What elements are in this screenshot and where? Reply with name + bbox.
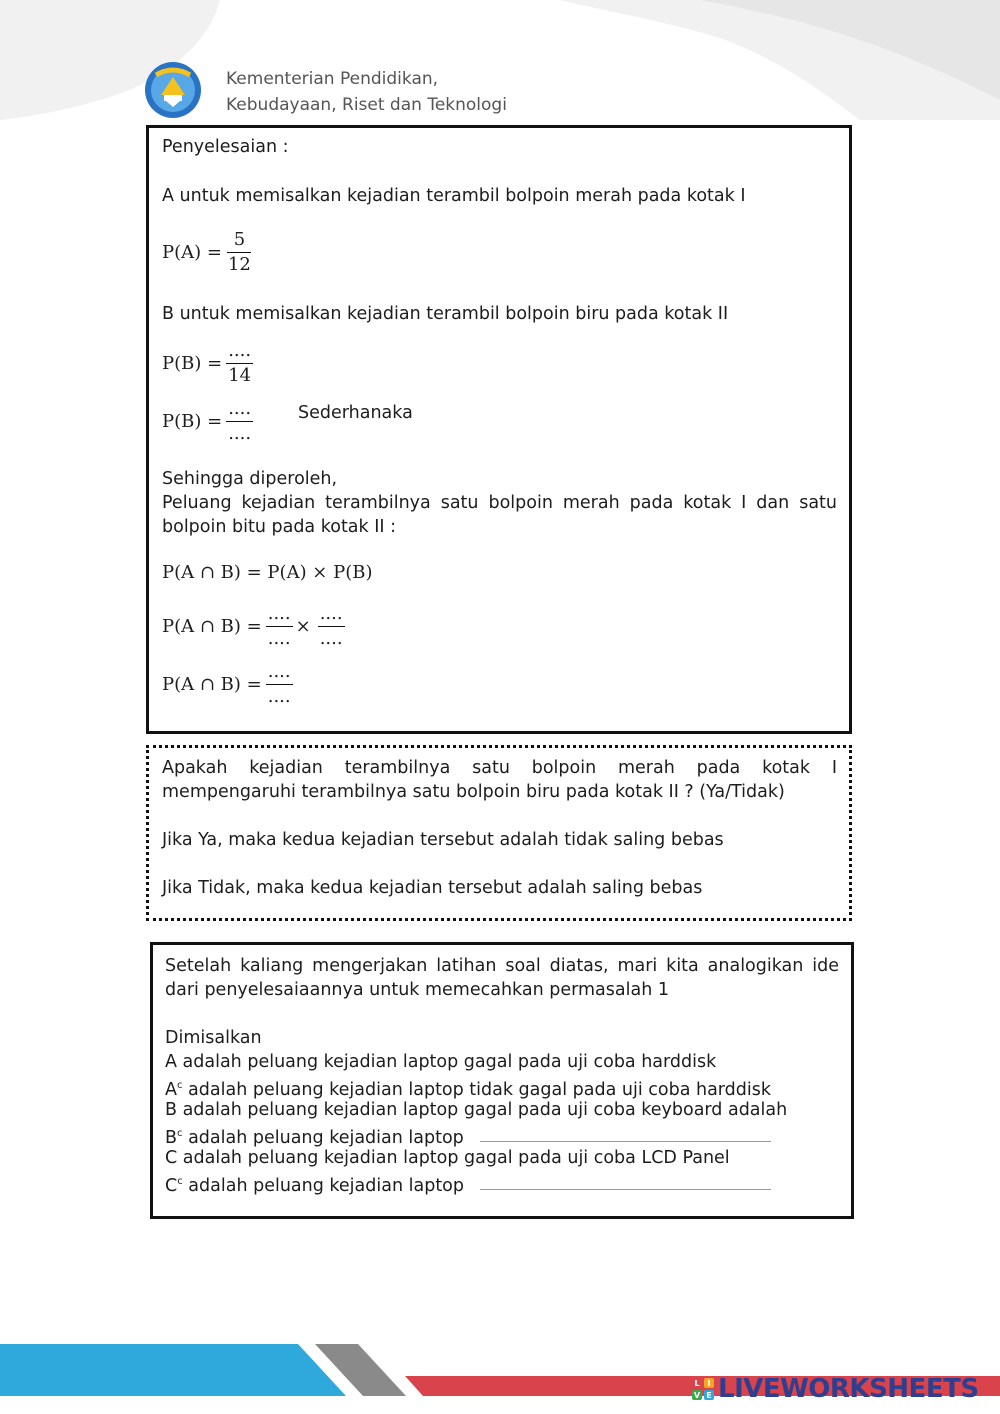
- definition-c-complement: [165, 1170, 464, 1198]
- event-a-description: A untuk memisalkan kejadian terambil bolpoin merah pada kotak I: [162, 186, 746, 206]
- prob-a-fraction: [226, 229, 253, 276]
- prob-b-formula: [162, 340, 253, 387]
- c-complement-sup: c: [177, 1176, 183, 1187]
- peluang-line-1: Peluang kejadian terambilnya satu bolpoin merah pada kotak I dan satu: [162, 493, 837, 513]
- prob-b-simplified-formula: [162, 398, 253, 445]
- kemendikbud-logo: [144, 61, 202, 119]
- peluang-line-2: bolpoin bitu pada kotak II :: [162, 517, 397, 537]
- intersection-product-formula: [162, 603, 345, 650]
- liveworksheets-brand[interactable]: [692, 1374, 979, 1404]
- result-fraction: [266, 661, 293, 708]
- result-denominator-blank[interactable]: ....: [267, 686, 291, 707]
- answer-ya-explanation: Jika Ya, maka kedua kejadian tersebut adalah tidak saling bebas: [162, 830, 724, 850]
- result-numerator-blank[interactable]: ....: [266, 661, 293, 685]
- b-complement-text: adalah peluang kejadian laptop: [182, 1128, 464, 1148]
- prob-b-simplified-label: P(B) =: [162, 411, 223, 432]
- question-line-2: mempengaruhi terambilnya satu bolpoin biru pada kotak II ? (Ya/Tidak): [162, 782, 785, 802]
- b-complement-answer-line[interactable]: [480, 1141, 771, 1142]
- grid-letter-i: I: [704, 1378, 714, 1388]
- org-line-2: Kebudayaan, Riset dan Teknologi: [226, 95, 507, 115]
- definition-a: A adalah peluang kejadian laptop gagal pada uji coba harddisk: [165, 1052, 717, 1072]
- product-denominator-1-blank[interactable]: ....: [267, 628, 291, 649]
- prob-a-formula: [162, 229, 253, 276]
- analogy-intro-line-2: dari penyelesaiaannya untuk memecahkan permasalah 1: [165, 980, 669, 1000]
- prob-b-denominator: 14: [228, 365, 252, 386]
- prob-b-label: P(B) =: [162, 353, 223, 374]
- question-line-1: Apakah kejadian terambilnya satu bolpoin merah pada kotak I: [162, 758, 837, 778]
- c-complement-base: C: [165, 1176, 178, 1196]
- b-complement-sup: c: [177, 1128, 183, 1139]
- organization-name: [226, 66, 507, 118]
- prob-a-numerator: 5: [227, 229, 251, 253]
- grid-letter-v: V: [693, 1390, 701, 1400]
- product-fraction-1: [266, 603, 293, 650]
- intersection-result-label: P(A ∩ B) =: [162, 674, 262, 695]
- a-complement-text: adalah peluang kejadian laptop tidak gagal pada uji coba harddisk: [182, 1080, 772, 1100]
- org-line-1: Kementerian Pendidikan,: [226, 69, 439, 89]
- sehingga-text: Sehingga diperoleh,: [162, 469, 338, 489]
- prob-a-denominator: 12: [227, 254, 251, 275]
- dimisalkan-label: Dimisalkan: [165, 1028, 262, 1048]
- b-complement-base: B: [165, 1128, 178, 1148]
- grid-letter-l: L: [692, 1378, 702, 1388]
- intersection-formula: P(A ∩ B) = P(A) × P(B): [162, 562, 373, 583]
- liveworksheets-logo-grid: [692, 1378, 714, 1400]
- product-numerator-1-blank[interactable]: ....: [266, 603, 293, 627]
- liveworksheets-wordmark: LIVEWORKSHEETS: [718, 1374, 979, 1404]
- a-complement-sup: c: [176, 1080, 183, 1091]
- prob-b-simplified-numerator-blank[interactable]: ....: [226, 398, 253, 422]
- prob-b-numerator-blank[interactable]: ....: [226, 340, 253, 364]
- answer-tidak-explanation: Jika Tidak, maka kedua kejadian tersebut adalah saling bebas: [162, 878, 703, 898]
- intersection-product-label: P(A ∩ B) =: [162, 616, 262, 637]
- analogy-intro-line-1: Setelah kaliang mengerjakan latihan soal diatas, mari kita analogikan ide: [165, 956, 839, 976]
- solution-heading: Penyelesaian :: [162, 137, 289, 157]
- product-fraction-2: [318, 603, 345, 650]
- product-denominator-2-blank[interactable]: ....: [319, 628, 343, 649]
- prob-b-fraction: [226, 340, 253, 387]
- event-b-description: B untuk memisalkan kejadian terambil bolpoin biru pada kotak II: [162, 304, 729, 324]
- prob-a-label: P(A) =: [162, 242, 222, 263]
- product-numerator-2-blank[interactable]: ....: [318, 603, 345, 627]
- definition-b: B adalah peluang kejadian laptop gagal pada uji coba keyboard adalah: [165, 1100, 788, 1120]
- simplify-note: Sederhanaka: [298, 403, 413, 423]
- intersection-result-formula: [162, 661, 293, 708]
- times-sign: ×: [295, 616, 311, 637]
- c-complement-answer-line[interactable]: [480, 1189, 771, 1190]
- prob-b-simplified-fraction: [226, 398, 253, 445]
- a-complement-base: A: [165, 1080, 177, 1100]
- grid-letter-e: E: [704, 1390, 714, 1400]
- definition-c: C adalah peluang kejadian laptop gagal pada uji coba LCD Panel: [165, 1148, 730, 1168]
- c-complement-text: adalah peluang kejadian laptop: [182, 1176, 464, 1196]
- prob-b-simplified-denominator-blank[interactable]: ....: [228, 423, 252, 444]
